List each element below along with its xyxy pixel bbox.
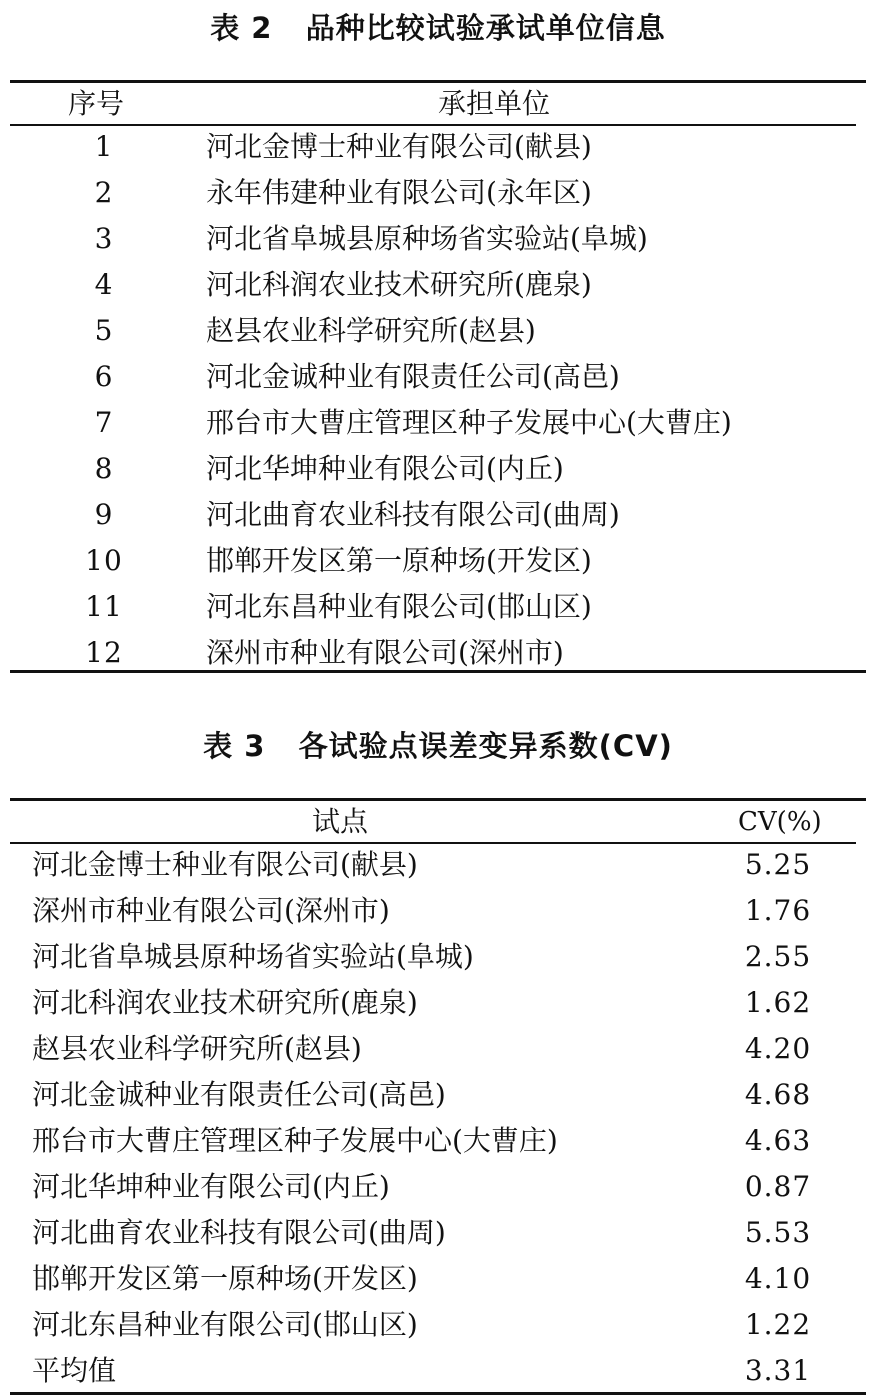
table2-row-unit: 河北金博士种业有限公司(献县) [206,130,592,163]
table2-row-no: 12 [85,636,123,669]
table3-row-cv: 4.10 [744,1262,812,1295]
table3-row-site: 深州市种业有限公司(深州市) [32,894,390,927]
table2-row-no: 6 [94,360,114,393]
table2-row-unit: 邯郸开发区第一原种场(开发区) [206,544,592,577]
table2-row-unit: 深州市种业有限公司(深州市) [206,636,564,669]
table2-row-unit: 邢台市大曹庄管理区种子发展中心(大曹庄) [206,406,732,439]
table2-row-unit: 河北省阜城县原种场省实验站(阜城) [206,222,648,255]
table3-top-rule [10,798,866,801]
table3-header-site: 试点 [312,805,369,838]
table3-row-site: 河北金博士种业有限公司(献县) [32,848,418,881]
table3-title: 表 3 各试验点误差变异系数(CV) [203,729,673,763]
table3-average-value: 3.31 [744,1354,812,1387]
table3-row-cv: 1.62 [744,986,812,1019]
table2-header-no: 序号 [68,87,125,120]
table3-row-cv: 5.25 [744,848,812,881]
table2-row-unit: 永年伟建种业有限公司(永年区) [206,176,592,209]
table2-row-no: 1 [94,130,114,163]
table3-bottom-rule [10,1392,866,1395]
table3-row-cv: 4.20 [744,1032,812,1065]
table2-row-no: 4 [94,268,114,301]
table2-row-unit: 河北华坤种业有限公司(内丘) [206,452,564,485]
table2-row-unit: 赵县农业科学研究所(赵县) [206,314,536,347]
table2-row-no: 8 [94,452,114,485]
table3-row-cv: 2.55 [744,940,812,973]
table3-row-cv: 1.22 [744,1308,812,1341]
table2-row-unit: 河北金诚种业有限责任公司(高邑) [206,360,620,393]
table3-row-cv: 5.53 [744,1216,812,1249]
table3-row-cv: 4.68 [744,1078,812,1111]
table3-row-site: 河北华坤种业有限公司(内丘) [32,1170,390,1203]
table2-row-unit: 河北科润农业技术研究所(鹿泉) [206,268,592,301]
table2-row-no: 9 [94,498,114,531]
table2-row-unit: 河北曲育农业科技有限公司(曲周) [206,498,620,531]
table3-row-site: 赵县农业科学研究所(赵县) [32,1032,362,1065]
table3-row-site: 河北省阜城县原种场省实验站(阜城) [32,940,474,973]
table2-top-rule [10,80,866,83]
table2-row-no: 11 [85,590,123,623]
table3-row-site: 邯郸开发区第一原种场(开发区) [32,1262,418,1295]
table2-row-unit: 河北东昌种业有限公司(邯山区) [206,590,592,623]
table3-row-site: 河北科润农业技术研究所(鹿泉) [32,986,418,1019]
table2-row-no: 5 [94,314,114,347]
table3-row-site: 河北曲育农业科技有限公司(曲周) [32,1216,446,1249]
table3-header-cv: CV(%) [738,807,822,837]
table3-row-cv: 1.76 [744,894,812,927]
table3-average-label: 平均值 [32,1354,117,1387]
table2-row-no: 2 [94,176,114,209]
table2-row-no: 7 [94,406,114,439]
table3-row-cv: 4.63 [744,1124,812,1157]
table2-bottom-rule [10,670,866,673]
table2-title: 表 2 品种比较试验承试单位信息 [210,11,666,45]
table3-row-site: 河北金诚种业有限责任公司(高邑) [32,1078,446,1111]
table3-row-cv: 0.87 [744,1170,812,1203]
table2-header-unit: 承担单位 [438,87,551,120]
table2-row-no: 10 [85,544,123,577]
table2-row-no: 3 [94,222,114,255]
table3-row-site: 邢台市大曹庄管理区种子发展中心(大曹庄) [32,1124,558,1157]
table3-row-site: 河北东昌种业有限公司(邯山区) [32,1308,418,1341]
